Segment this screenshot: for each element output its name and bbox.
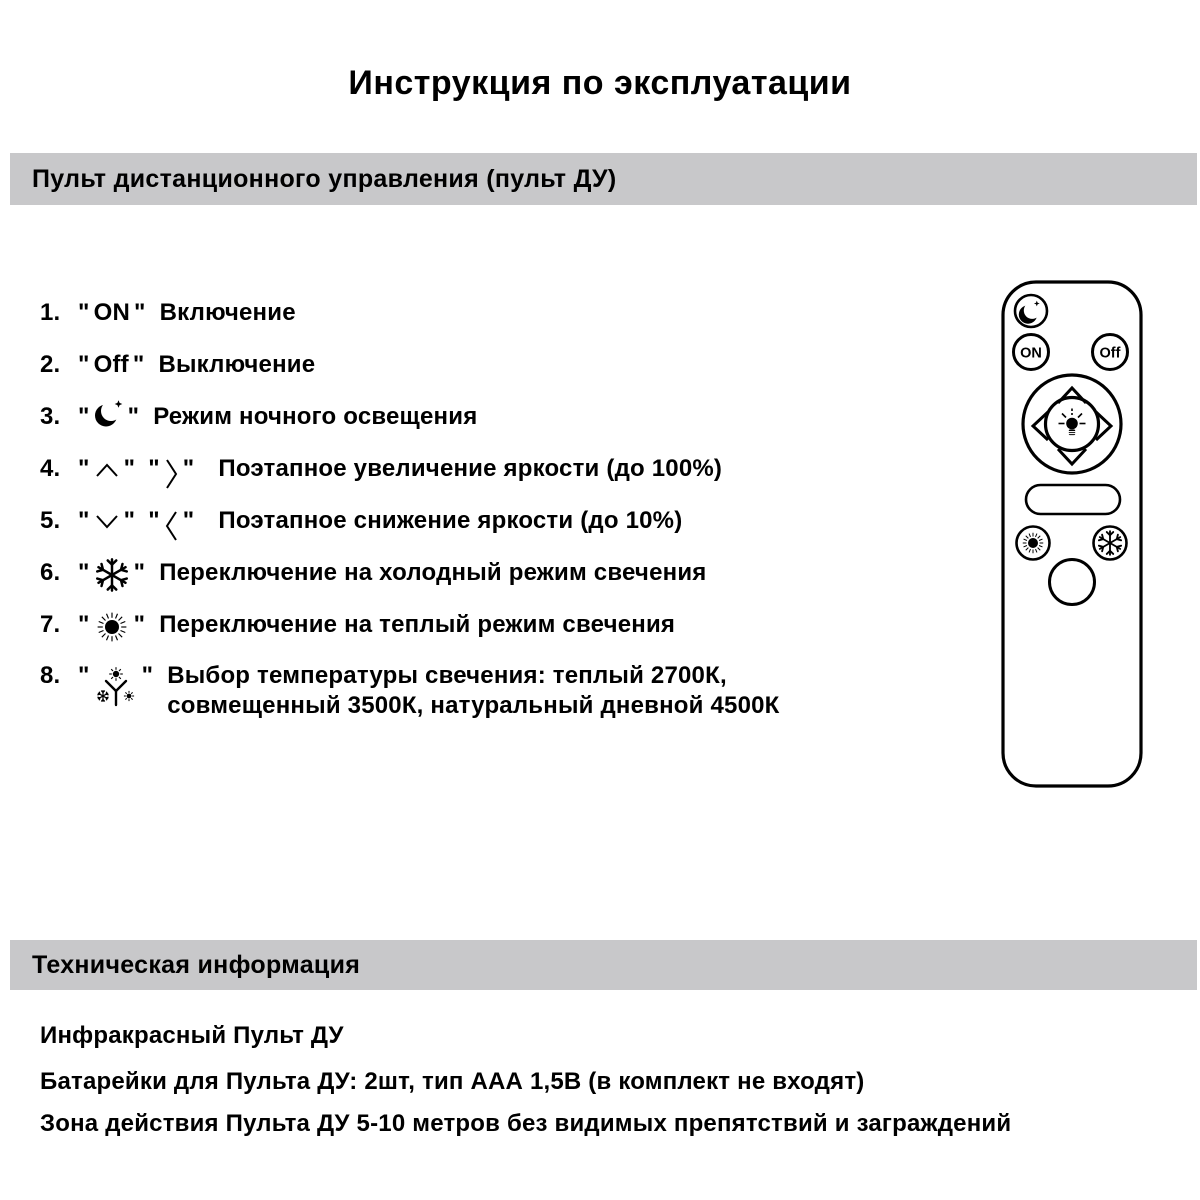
- quote-mark: ": [182, 455, 195, 482]
- item-label: Поэтапное снижение яркости (до 10%): [218, 507, 683, 534]
- quote-mark: ": [78, 455, 90, 482]
- item-label-line2: совмещенный 3500К, натуральный дневной 4500К: [167, 692, 780, 719]
- warm-mode-button: [1017, 527, 1050, 560]
- list-item: [40, 443, 960, 495]
- quote-mark: ": [182, 507, 195, 534]
- crescent-moon-icon: [94, 398, 124, 428]
- on-button: [1014, 335, 1049, 370]
- section-heading-remote: [10, 153, 1197, 205]
- chevron-up-icon: [94, 461, 120, 479]
- item-number: 4.: [40, 455, 61, 482]
- quote-mark: ": [78, 662, 90, 689]
- quote-mark: ": [78, 611, 90, 638]
- section-heading-tech-label: Техническая информация: [32, 950, 361, 979]
- quote-mark: ": [133, 611, 146, 638]
- section-heading-tech: [10, 940, 1197, 990]
- chevron-right-icon: [164, 457, 179, 491]
- sun-icon: [94, 609, 130, 645]
- item-number: 6.: [40, 559, 61, 586]
- snowflake-icon: [94, 557, 130, 593]
- quote-mark: ": [78, 507, 90, 534]
- instruction-list: [40, 287, 960, 721]
- quote-mark: ": [148, 455, 160, 482]
- quote-mark: ": [78, 299, 90, 326]
- chevron-left-icon: [164, 509, 179, 543]
- item-number: 1.: [40, 299, 61, 326]
- list-item: [40, 287, 960, 339]
- off-button-text: Off: [1099, 345, 1121, 362]
- quote-mark: ": [78, 559, 90, 586]
- quote-mark: ": [148, 507, 160, 534]
- quote-mark: ": [134, 299, 146, 326]
- on-button-text: ON: [1020, 345, 1042, 362]
- quote-mark: ": [123, 507, 136, 534]
- item-label-multiline: [167, 661, 779, 721]
- item-label: Включение: [159, 299, 296, 326]
- off-button: [1093, 335, 1128, 370]
- round-button: [1050, 560, 1095, 605]
- color-temperature-icon: [94, 665, 138, 713]
- list-item: [40, 495, 960, 547]
- item-label: Режим ночного освещения: [153, 403, 478, 430]
- section-heading-remote-label: Пульт дистанционного управления (пульт ДУ): [32, 164, 617, 193]
- remote-control-illustration: [1001, 280, 1143, 788]
- on-button-label: ON: [93, 299, 130, 326]
- item-label-line1: Выбор температуры свечения: теплый 2700К,: [167, 662, 727, 689]
- cold-mode-button: [1094, 527, 1127, 560]
- item-label: Поэтапное увеличение яркости (до 100%): [218, 455, 723, 482]
- quote-mark: ": [123, 455, 136, 482]
- tech-info-line: Зона действия Пульта ДУ 5-10 метров без видимых препятствий и заграждений: [40, 1110, 1012, 1137]
- page-title: Инструкция по эксплуатации: [348, 64, 852, 102]
- list-item: [40, 547, 960, 599]
- item-number: 8.: [40, 662, 61, 689]
- pill-button: [1026, 485, 1120, 514]
- quote-mark: ": [127, 403, 140, 430]
- item-label: Выключение: [158, 351, 316, 378]
- quote-mark: ": [78, 403, 90, 430]
- item-label: Переключение на холодный режим свечения: [159, 559, 707, 586]
- list-item: [40, 391, 960, 443]
- dpad: [1023, 375, 1121, 473]
- quote-mark: ": [133, 559, 146, 586]
- chevron-down-icon: [94, 513, 120, 531]
- quote-mark: ": [132, 351, 145, 378]
- off-button-label: Off: [93, 351, 129, 378]
- night-mode-icon: [1015, 295, 1047, 327]
- list-item: [40, 599, 960, 651]
- tech-info-line: Батарейки для Пульта ДУ: 2шт, тип ААА 1,5В (в комплект не входят): [40, 1068, 865, 1095]
- list-item: [40, 339, 960, 391]
- item-number: 5.: [40, 507, 61, 534]
- item-number: 2.: [40, 351, 61, 378]
- list-item: [40, 651, 960, 721]
- quote-mark: ": [141, 662, 154, 689]
- quote-mark: ": [78, 351, 90, 378]
- item-number: 3.: [40, 403, 61, 430]
- item-number: 7.: [40, 611, 61, 638]
- tech-info-line: Инфракрасный Пульт ДУ: [40, 1022, 344, 1049]
- item-label: Переключение на теплый режим свечения: [159, 611, 676, 638]
